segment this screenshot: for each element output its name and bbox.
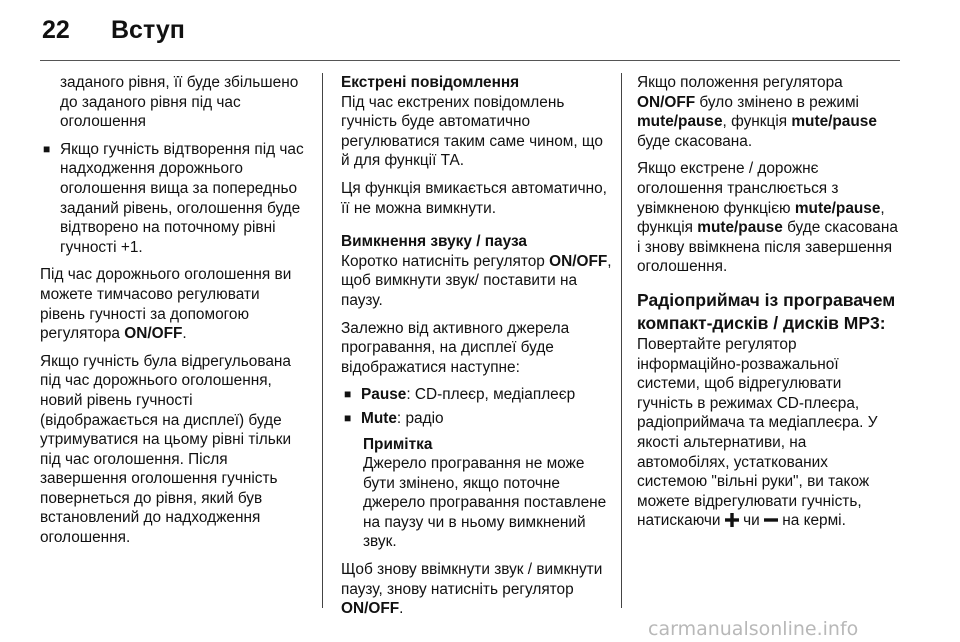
page-title: Вступ xyxy=(111,16,185,44)
paragraph xyxy=(637,159,899,277)
paragraph-text: , щоб вимкнути звук/ поставити на паузу. xyxy=(341,252,612,309)
control-name: ON/OFF xyxy=(341,600,400,618)
function-name: mute/pause xyxy=(697,219,783,237)
note-text: Джерело програвання не може бути змінено, якщо поточне джерело програвання поставлене на паузу чи в ньому вимкнений звук. xyxy=(363,455,607,551)
function-name: mute/pause xyxy=(791,113,877,131)
section-heading: Вимкнення звуку / пауза xyxy=(341,233,527,251)
section-heading xyxy=(637,289,899,335)
display-term: Pause xyxy=(361,386,407,404)
paragraph: Якщо гучність була відрегульована під час дорожнього оголошення, новий рівень гучності (відображається на дисплеї) буде утримуватися на цьому рівні тільки під час оголошення. Після завершення оголошення гучність повернеться до рівня, який був встановлений до надходження оголошення. xyxy=(40,352,292,547)
bullet-square-icon: ■ xyxy=(344,410,352,425)
paragraph xyxy=(637,73,899,151)
paragraph-text: чи xyxy=(738,512,764,530)
paragraph-text: буде скасована. xyxy=(637,132,753,150)
bullet-text: Якщо гучність відтворення під час надходження дорожнього оголошення вища за попередньо заданий рівень, оголошення буде відтворено на поточному рівні гучності +1. xyxy=(60,140,304,256)
page-header xyxy=(0,0,960,62)
paragraph xyxy=(341,560,613,619)
plus-icon xyxy=(725,513,739,533)
bullet-square-icon: ■ xyxy=(43,141,51,156)
control-name: ON/OFF xyxy=(549,252,608,270)
column-2 xyxy=(341,73,613,619)
note-title: Примітка xyxy=(363,435,433,453)
watermark: carmanualsonline.info xyxy=(648,618,859,640)
bullet-text: : CD-плеєр, медіаплеєр xyxy=(406,386,576,404)
paragraph xyxy=(341,252,613,311)
paragraph-text: буде скасована і знову ввімкнена після завершення оголошення. xyxy=(637,219,898,276)
column-1 xyxy=(40,73,308,548)
page-number: 22 xyxy=(42,16,70,44)
paragraph xyxy=(40,265,308,343)
paragraph-text: на кермі. xyxy=(777,512,846,530)
paragraph-text: , функція xyxy=(722,113,792,131)
paragraph-text: . xyxy=(182,325,187,343)
paragraph-text: Під час дорожнього оголошення ви можете тимчасово регулювати рівень гучності за допомогою регулятора xyxy=(40,266,292,343)
bullet-item xyxy=(341,385,613,405)
paragraph: Залежно від активного джерела програвання, на дисплеї буде відображатися наступне: xyxy=(341,319,570,376)
paragraph: Під час екстрених повідомлень гучність буде автоматично регулюватися таким саме чином, що й для функції ТА. xyxy=(341,93,603,170)
note-box xyxy=(341,435,613,553)
paragraph xyxy=(637,335,899,533)
bullet-item xyxy=(341,409,613,429)
column-divider-1 xyxy=(322,73,323,608)
header-divider xyxy=(40,60,900,61)
paragraph-text: , функція xyxy=(637,199,885,237)
paragraph-text: Коротко натисніть регулятор xyxy=(341,252,550,270)
function-name: mute/pause xyxy=(637,113,723,131)
bullet-item xyxy=(40,140,308,258)
control-name: ON/OFF xyxy=(637,93,696,111)
paragraph-text: Якщо положення регулятора xyxy=(637,74,843,91)
paragraph: Ця функція вмикається автоматично, її не можна вимкнути. xyxy=(341,179,607,217)
heading-colon: : xyxy=(879,312,886,333)
control-name: ON/OFF xyxy=(124,325,183,343)
paragraph-text: було змінено в режимі xyxy=(695,93,859,111)
bullet-square-icon: ■ xyxy=(344,387,352,402)
paragraph-text: Щоб знову ввімкнути звук / вимкнути паузу, знову натисніть регулятор xyxy=(341,561,603,598)
display-term: Mute xyxy=(361,409,397,427)
column-3 xyxy=(637,73,899,533)
paragraph-text: Якщо екстрене / дорожнє оголошення транслюється з увімкненою функцією xyxy=(637,160,839,217)
paragraph-continuation: заданого рівня, її буде збільшено до заданого рівня під час оголошення xyxy=(60,74,299,131)
paragraph-text: . xyxy=(399,600,404,618)
function-name: mute/pause xyxy=(794,199,881,217)
section-heading-text: Радіоприймач із програвачем компакт-дисків / дисків MP3 xyxy=(637,289,896,333)
column-divider-2 xyxy=(621,73,622,608)
bullet-text: : радіо xyxy=(396,409,444,427)
section-heading: Екстрені повідомлення xyxy=(341,74,520,91)
paragraph-text: Повертайте регулятор інформаційно-розважальної системи, щоб відрегулювати гучність в режимах CD-плеєра, радіоприймача та медіаплеєра. У якості альтернативи, на автомобілях, устаткованих системою "вільні руки", ви також можете відрегулювати гучність, натискаючи xyxy=(637,335,878,530)
minus-icon xyxy=(764,513,778,533)
